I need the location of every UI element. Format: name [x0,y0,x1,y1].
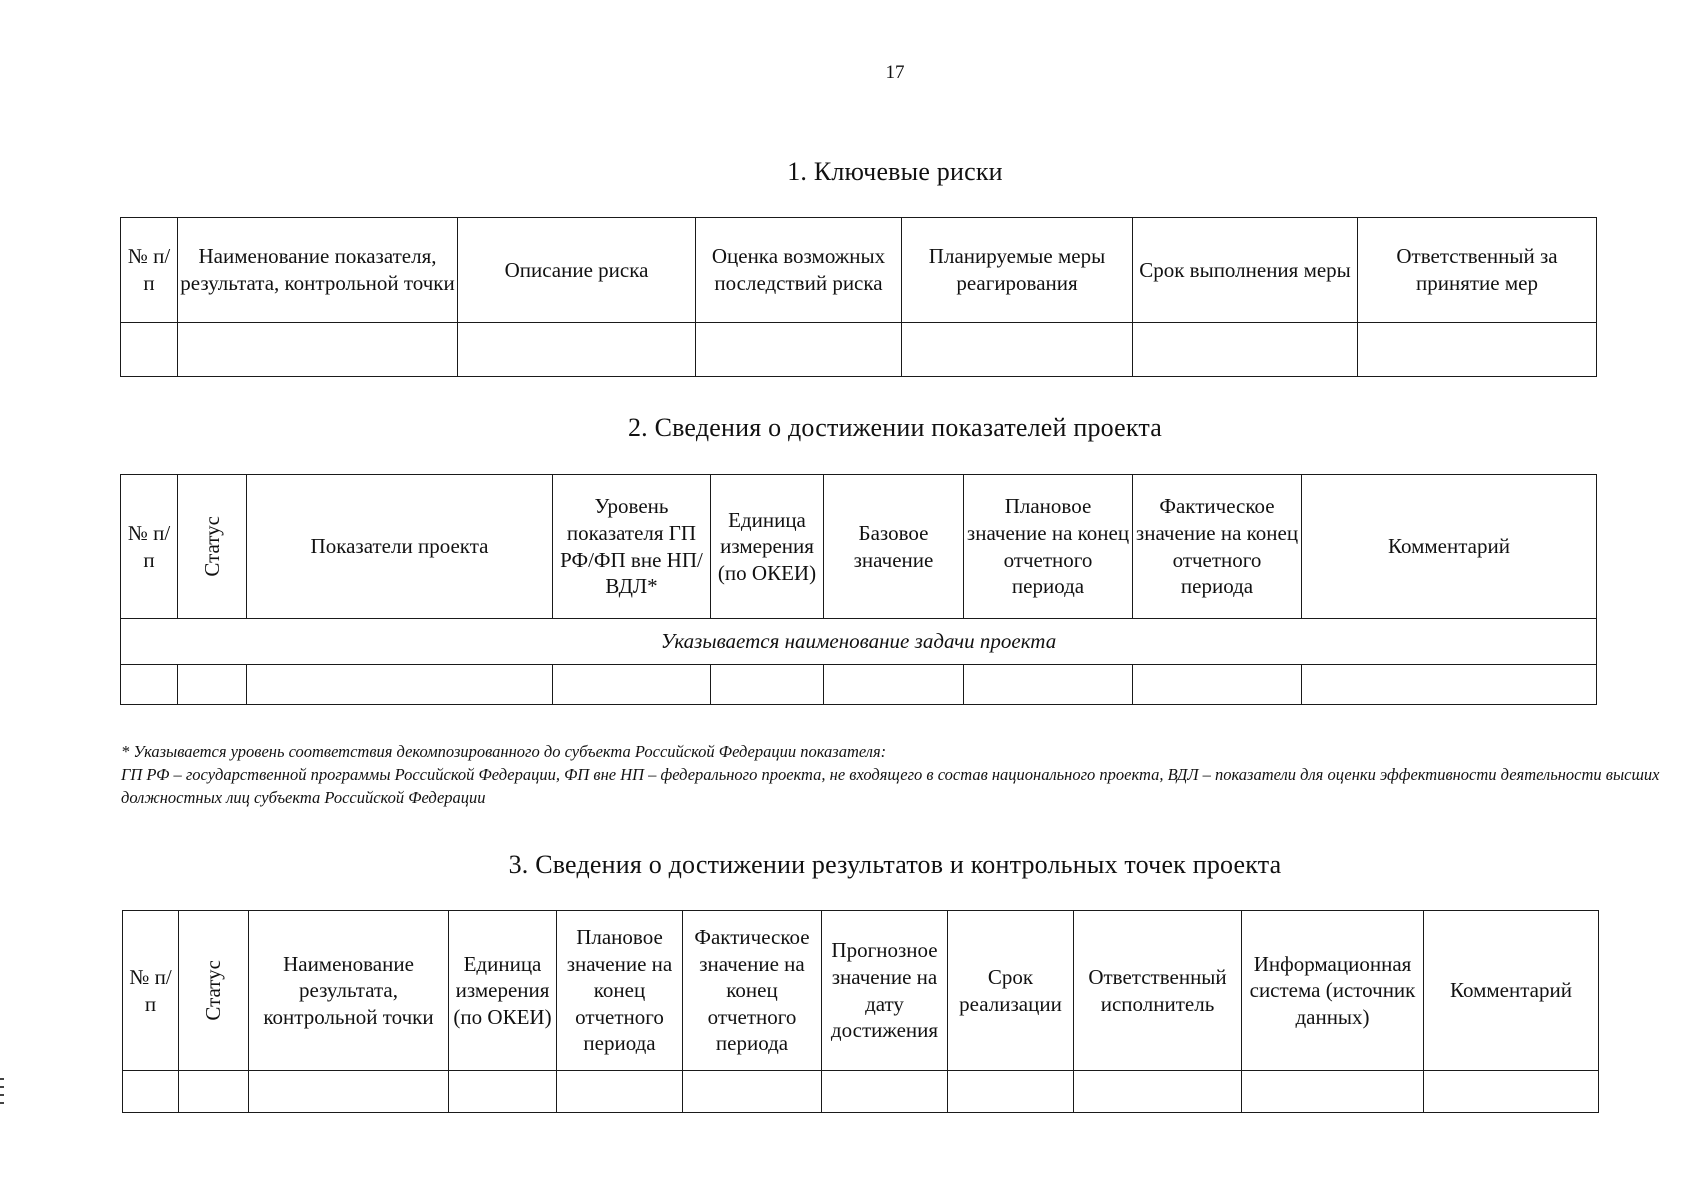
header-cell-indicator-name: Наименование показателя, результата, контрольной точки [178,218,458,323]
footnote-line-1: * Указывается уровень соответствия декомпозированного до субъекта Российской Федерации показателя: [121,742,887,761]
table-cell[interactable] [1242,1071,1424,1113]
table-cell[interactable] [249,1071,449,1113]
table-header-row [121,475,1597,619]
header-cell-status [179,911,249,1071]
scan-mark [0,1078,4,1080]
table-cell[interactable] [948,1071,1074,1113]
header-cell-result-name: Наименование результата, контрольной точки [249,911,449,1071]
table-cell[interactable] [824,665,964,705]
task-row [121,619,1597,665]
header-cell-unit: Единица измерения (по ОКЕИ) [449,911,557,1071]
table-cell[interactable] [458,323,696,377]
header-cell-project-indicators: Показатели проекта [247,475,553,619]
page-number: 17 [885,62,905,83]
table-cell[interactable] [557,1071,683,1113]
header-cell-number: № п/п [123,911,179,1071]
header-cell-comment: Комментарий [1302,475,1597,619]
header-cell-responsible: Ответственный за принятие мер [1358,218,1597,323]
status-label: Статус [199,516,224,577]
table-cell[interactable] [711,665,824,705]
table-cell[interactable] [1358,323,1597,377]
key-risks-table [120,217,1597,377]
scan-mark [0,1086,4,1088]
header-cell-responsible-executor: Ответственный исполнитель [1074,911,1242,1071]
section-title-results: 3. Сведения о достижении результатов и контрольных точек проекта [508,850,1282,879]
table-cell[interactable] [1133,323,1358,377]
table-cell[interactable] [1133,665,1302,705]
header-cell-unit: Единица измерения (по ОКЕИ) [711,475,824,619]
table-cell[interactable] [683,1071,822,1113]
footnote [121,741,1681,809]
scan-mark [0,1102,4,1104]
table-cell[interactable] [822,1071,948,1113]
header-cell-number: № п/п [121,218,178,323]
footnote-line-2: ГП РФ – государственной программы Российской Федерации, ФП вне НП – федерального проекта, не входящего в состав национального проекта, ВДЛ – показатели для оценки эффективности деятельности высших должностных лиц субъекта Российской Федерации [121,764,1660,807]
section-title-indicators: 2. Сведения о достижении показателей проекта [627,413,1163,442]
header-cell-base-value: Базовое значение [824,475,964,619]
table-cell[interactable] [179,1071,249,1113]
indicators-table [120,474,1597,705]
table-cell[interactable] [449,1071,557,1113]
header-cell-deadline: Срок выполнения меры [1133,218,1358,323]
header-cell-planned-measures: Планируемые меры реагирования [902,218,1133,323]
header-cell-planned-value: Плановое значение на конец отчетного периода [557,911,683,1071]
header-cell-forecast-value: Прогнозное значение на дату достижения [822,911,948,1071]
table-cell[interactable] [121,665,178,705]
table-cell[interactable] [123,1071,179,1113]
table-cell[interactable] [247,665,553,705]
table-row [123,1071,1599,1113]
section-title-key-risks: 1. Ключевые риски [787,157,1003,186]
header-cell-implementation-date: Срок реализации [948,911,1074,1071]
table-cell[interactable] [178,665,247,705]
header-cell-planned-value: Плановое значение на конец отчетного периода [964,475,1133,619]
status-label: Статус [201,960,226,1021]
table-header-row [123,911,1599,1071]
table-cell[interactable] [121,323,178,377]
table-cell[interactable] [964,665,1133,705]
table-cell[interactable] [696,323,902,377]
header-cell-indicator-level: Уровень показателя ГП РФ/ФП вне НП/ВДЛ* [553,475,711,619]
table-header-row [121,218,1597,323]
header-cell-information-system: Информационная система (источник данных) [1242,911,1424,1071]
table-cell[interactable] [902,323,1133,377]
table-cell[interactable] [1302,665,1597,705]
header-cell-status [178,475,247,619]
scan-mark [0,1094,4,1096]
table-row [121,665,1597,705]
table-cell[interactable] [1074,1071,1242,1113]
header-cell-risk-description: Описание риска [458,218,696,323]
table-row [121,323,1597,377]
task-name-cell[interactable]: Указывается наименование задачи проекта [121,619,1597,665]
results-table [122,910,1599,1113]
header-cell-actual-value: Фактическое значение на конец отчетного периода [683,911,822,1071]
table-cell[interactable] [1424,1071,1599,1113]
header-cell-consequences: Оценка возможных последствий риска [696,218,902,323]
table-cell[interactable] [553,665,711,705]
header-cell-number: № п/п [121,475,178,619]
table-cell[interactable] [178,323,458,377]
header-cell-actual-value: Фактическое значение на конец отчетного периода [1133,475,1302,619]
header-cell-comment: Комментарий [1424,911,1599,1071]
